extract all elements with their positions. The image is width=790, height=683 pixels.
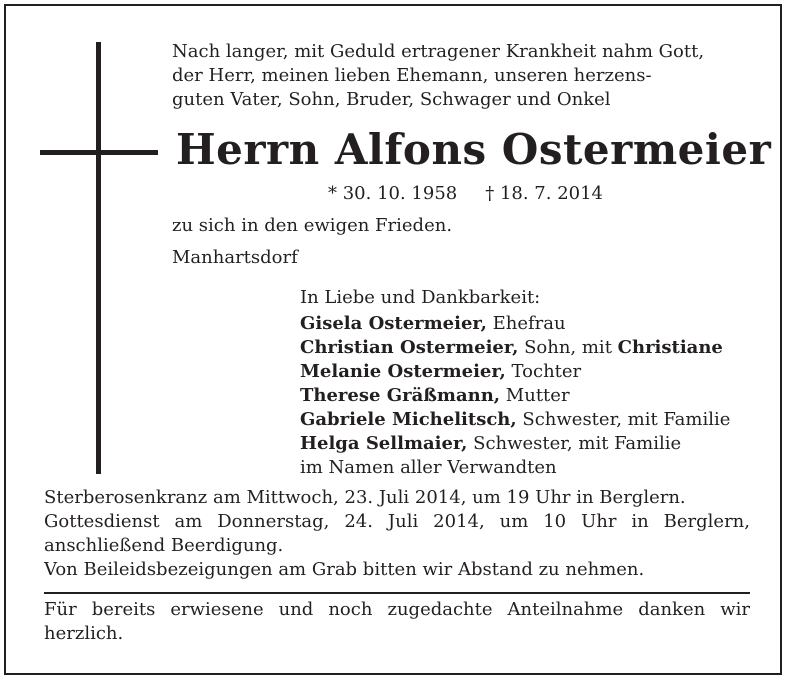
mourners-heading: In Liebe und Dankbarkeit:: [300, 287, 541, 308]
mourner-row: [300, 336, 730, 360]
mourner-row: [300, 360, 730, 384]
deceased-name: Herrn Alfons Ostermeier: [176, 125, 772, 174]
cross-vertical-bar: [96, 42, 101, 474]
mourner-relation: Ehefrau: [486, 313, 566, 334]
mourner-partner-name: Christiane: [617, 337, 723, 358]
mourner-relation: Tochter: [505, 361, 582, 382]
mourner-relation: Mutter: [500, 385, 570, 406]
mourner-row: [300, 384, 730, 408]
thanks-text: Für bereits erwiesene und noch zugedachte Anteilnahme danken wir herzlich.: [44, 599, 750, 644]
mourner-name: Helga Sellmaier,: [300, 433, 468, 454]
cross-horizontal-bar: [40, 150, 158, 155]
intro-text: Nach langer, mit Geduld ertragener Krankheit nahm Gott, der Herr, meinen lieben Ehemann, unseren herzens- guten Vater, Sohn, Bruder, Schwager und Onkel: [172, 41, 705, 110]
place-name: Manhartsdorf: [172, 247, 298, 268]
wreath-notice: Sterberosenkranz am Mittwoch, 23. Juli 2014, um 19 Uhr in Berglern.: [44, 487, 686, 508]
death-date: † 18. 7. 2014: [485, 183, 604, 204]
funeral-notice: [44, 486, 750, 582]
mourners-closing: im Namen aller Verwandten: [300, 457, 557, 478]
mourner-name: Melanie Ostermeier,: [300, 361, 506, 382]
mourner-relation: Schwester, mit Familie: [516, 409, 731, 430]
mourner-name: Therese Gräßmann,: [300, 385, 501, 406]
condolences-notice: Von Beileidsbezeigungen am Grab bitten wir Abstand zu nehmen.: [44, 559, 645, 580]
mourner-name: Gabriele Michelitsch,: [300, 409, 517, 430]
mourner-name: Christian Ostermeier,: [300, 337, 519, 358]
section-divider: [44, 592, 750, 594]
mourners-block: [300, 286, 730, 480]
service-notice: Gottesdienst am Donnerstag, 24. Juli 2014, um 10 Uhr in Berglern, anschließend Beerdigung.: [44, 511, 750, 556]
peace-text: zu sich in den ewigen Frieden.: [172, 215, 453, 236]
mourner-relation: Schwester, mit Familie: [467, 433, 682, 454]
mourner-relation: Sohn, mit: [518, 337, 618, 358]
birth-date: * 30. 10. 1958: [328, 183, 458, 204]
mourner-row: [300, 408, 730, 432]
mourner-row: [300, 312, 730, 336]
mourner-name: Gisela Ostermeier,: [300, 313, 487, 334]
life-dates: [328, 182, 603, 206]
mourner-row: [300, 432, 730, 456]
